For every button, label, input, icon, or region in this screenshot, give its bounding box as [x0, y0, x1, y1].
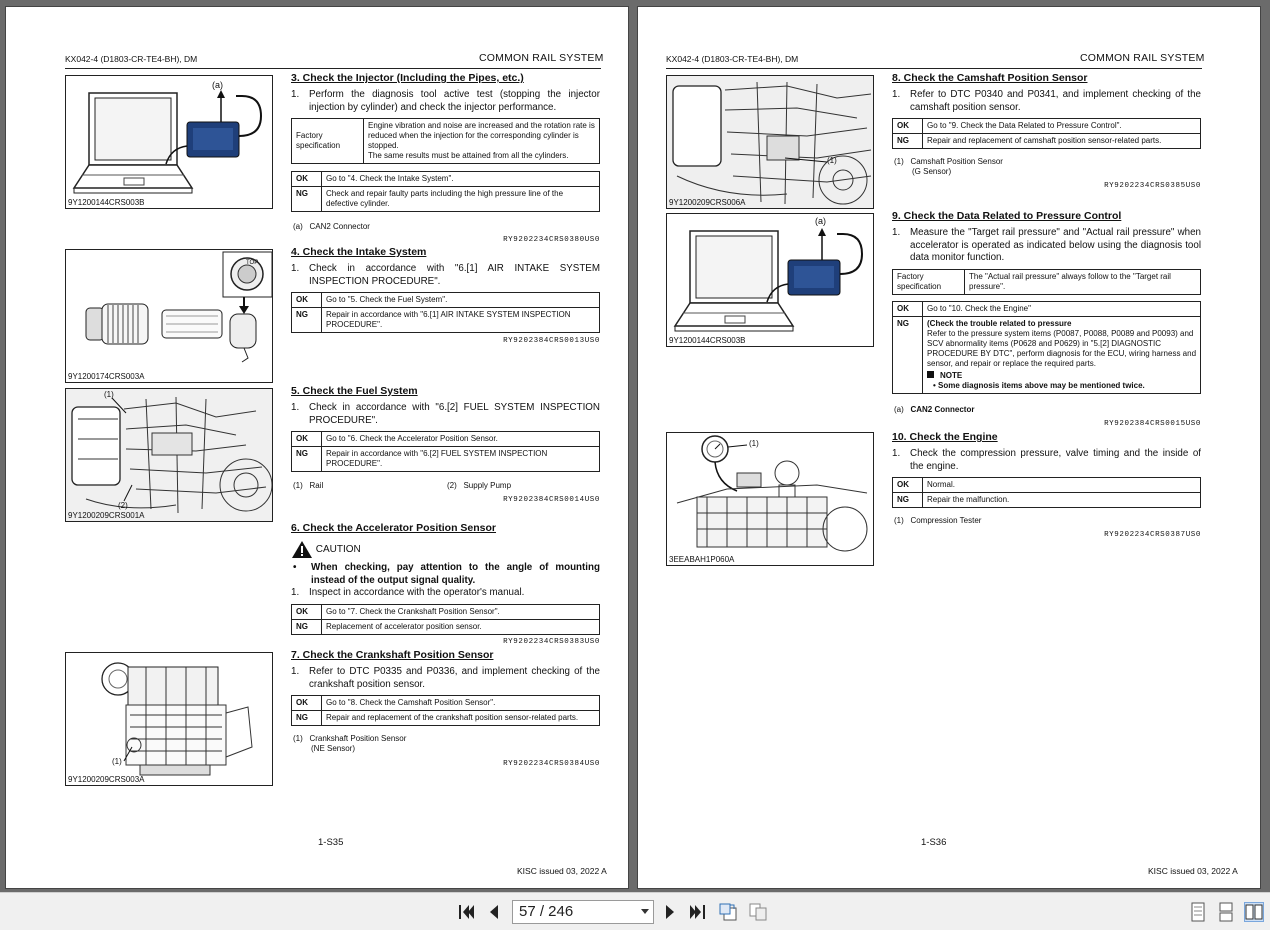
reference-code: RY9202234CRS0385US0 [1104, 182, 1201, 190]
figure-code: 3EEABAH1P060A [669, 555, 735, 564]
header-model: KX042-4 (D1803-CR-TE4-BH), DM [65, 54, 198, 64]
two-page-view-icon[interactable] [1244, 902, 1264, 922]
section-title-crankshaft: 7. Check the Crankshaft Position Sensor [291, 649, 494, 661]
figure-label-1: (1) [749, 439, 759, 448]
figure-top-label: TOP [246, 260, 259, 266]
issued-label: KISC issued 03, 2022 A [517, 866, 607, 876]
chevron-down-icon[interactable] [641, 909, 649, 914]
figure-code: 9Y1200144CRS003B [669, 336, 746, 345]
spec-table-injector [291, 118, 600, 164]
step-accelerator: 1. Inspect in accordance with the operator's manual. [291, 587, 525, 598]
header-system: COMMON RAIL SYSTEM [1080, 52, 1205, 64]
figure-label-1: (1) [104, 390, 114, 399]
step-pressure-control: 1. Measure the "Target rail pressure" and "Actual rail pressure" when accelerator is operated as indicated below using the diagnosis tool data monitor function. [892, 227, 1201, 263]
ng-detail: (Check the trouble related to pressure Refer to the pressure system items (P0087, P0088, P0089 and P0093) and SCV abnormality items (P0628 and P0629) in "5.[2] DIAGNOSTIC PROCEDURE BY DTC", perform diagnosis for the ECU, wiring harness and sensor, and repair or replace the required parts. NOTE • Some diagnosis items above may be mentioned twice. [923, 317, 1201, 394]
section-title-pressure-control: 9. Check the Data Related to Pressure Control [892, 210, 1122, 222]
legend-can2: (a) CAN2 Connector [894, 405, 975, 414]
page-number: 1-S36 [921, 837, 947, 848]
okng-table-fuel: OK Go to "6. Check the Accelerator Position Sensor. NG Repair in accordance with "6.[2] FUEL SYSTEM INSPECTION PROCEDURE". [291, 431, 600, 472]
legend-rail: (1) Rail [293, 481, 324, 490]
spec-key: Factory specification [292, 119, 364, 164]
ok-key: OK [292, 172, 322, 187]
engine-cam-drawing [667, 76, 874, 209]
ok-value: Go to "4. Check the Intake System". [322, 172, 600, 187]
page-number: 1-S35 [318, 837, 344, 848]
engine-crank-drawing [66, 653, 273, 786]
page-number-input[interactable] [512, 900, 654, 924]
figure-label-a: (a) [212, 80, 223, 90]
figure-air-filter [65, 249, 273, 383]
legend-crank-sensor: (1) Crankshaft Position Sensor (NE Sensor) [293, 734, 407, 753]
figure-label-1: (1) [827, 156, 837, 165]
header-model: KX042-4 (D1803-CR-TE4-BH), DM [666, 54, 799, 64]
ng-key: NG [292, 187, 322, 212]
okng-table-pressure: OK Go to "10. Check the Engine" NG (Check the trouble related to pressure Refer to the pressure system items (P0087, P0088, P0089 and P0093) and SCV abnormality items (P0628 and P0629) in "5.[2] DIAGNOSTIC PROCEDURE BY DTC", perform diagnosis for the ECU, wiring harness and sensor, and repair or replace the required parts. NOTE • Some diagnosis items above may be mentioned twice. [892, 301, 1201, 394]
prev-page-icon[interactable] [484, 902, 504, 922]
figure-diagnosis-tool [666, 213, 874, 347]
okng-table-accelerator: OK Go to "7. Check the Crankshaft Position Sensor". NG Replacement of accelerator position sensor. [291, 604, 600, 635]
compression-tester-drawing [667, 433, 874, 566]
engine-rail-drawing [66, 389, 273, 522]
reference-code: RY9202234CRS0387US0 [1104, 531, 1201, 539]
continuous-view-icon[interactable] [1216, 902, 1236, 922]
reference-code: RY9202384CRS0014US0 [503, 496, 600, 504]
spec-table-pressure: Factory specification The "Actual rail pressure" always follow to the "Target rail pressure". [892, 269, 1201, 295]
legend-cam-sensor: (1) Camshaft Position Sensor (G Sensor) [894, 157, 1003, 176]
viewer-toolbar [0, 892, 1270, 930]
section-title-injector: 3. Check the Injector (Including the Pipes, etc.) [291, 72, 524, 84]
note-square-icon [927, 371, 934, 378]
section-title-intake: 4. Check the Intake System [291, 246, 427, 258]
issued-label: KISC issued 03, 2022 A [1148, 866, 1238, 876]
step-fuel: 1. Check in accordance with "6.[2] FUEL SYSTEM INSPECTION PROCEDURE". [291, 402, 600, 426]
reference-code: RY9202234CRS0383US0 [503, 638, 600, 646]
caution-icon [291, 540, 313, 559]
caution-bullet: • When checking, pay attention to the angle of mounting instead of the output signal quality. [293, 562, 600, 586]
header-rule [65, 68, 601, 69]
figure-engine-rail [65, 388, 273, 522]
figure-code: 9Y1200209CRS001A [68, 511, 145, 520]
figure-code: 9Y1200144CRS003B [68, 198, 145, 207]
legend-note: (a) CAN2 Connector [293, 222, 370, 231]
laptop-tool-drawing [667, 214, 874, 347]
legend-supply-pump: (2) Supply Pump [447, 481, 512, 490]
section-title-accelerator: 6. Check the Accelerator Position Sensor [291, 522, 497, 534]
figure-diagnosis-tool [65, 75, 273, 209]
figure-label-2: (2) [118, 501, 128, 510]
reference-code: RY9202234CRS0384US0 [503, 760, 600, 768]
okng-table-intake: OK Go to "5. Check the Fuel System". NG Repair in accordance with "6.[1] AIR INTAKE SYSTEM INSPECTION PROCEDURE". [291, 292, 600, 333]
legend-compression-tester: (1) Compression Tester [894, 516, 982, 525]
step-engine: 1. Check the compression pressure, valve timing and the inside of the engine. [892, 448, 1201, 472]
figure-compression-tester [666, 432, 874, 566]
figure-code: 9Y1200174CRS003A [68, 372, 145, 381]
okng-table-engine: OK Normal. NG Repair the malfunction. [892, 477, 1201, 508]
section-title-fuel: 5. Check the Fuel System [291, 385, 418, 397]
spec-value: Engine vibration and noise are increased and the rotation rate is reduced when the injection for the corresponding cylinder is stopped. The same results must be attained from all the cylinders. [364, 119, 600, 164]
page-right [637, 6, 1261, 889]
step-injector [291, 89, 600, 114]
laptop-tool-drawing [66, 76, 273, 209]
reference-code: RY9202384CRS0015US0 [1104, 420, 1201, 428]
okng-table-camshaft: OK Go to "9. Check the Data Related to Pressure Control". NG Repair and replacement of camshaft position sensor-related parts. [892, 118, 1201, 149]
page-left [5, 6, 629, 889]
caution-label: CAUTION [291, 540, 361, 559]
step-intake: 1. Check in accordance with "6.[1] AIR INTAKE SYSTEM INSPECTION PROCEDURE". [291, 263, 600, 287]
step-crankshaft: 1. Refer to DTC P0335 and P0336, and implement checking of the crankshaft position sensor. [291, 666, 600, 690]
section-title-engine: 10. Check the Engine [892, 431, 998, 443]
first-page-icon[interactable] [456, 902, 476, 922]
reference-code: RY9202384CRS0013US0 [503, 337, 600, 345]
figure-code: 9Y1200209CRS003A [68, 775, 145, 784]
header-rule [666, 68, 1202, 69]
figure-label-1: (1) [112, 757, 122, 766]
okng-table-injector [291, 171, 600, 212]
single-page-view-icon[interactable] [1188, 902, 1208, 922]
step-number: 1. [291, 89, 300, 100]
last-page-icon[interactable] [688, 902, 708, 922]
ng-value: Check and repair faulty parts including the high pressure line of the defective cylinder. [322, 187, 600, 212]
reference-code: RY9202234CRS0380US0 [503, 236, 600, 244]
step-camshaft: 1. Refer to DTC P0340 and P0341, and implement checking of the camshaft position sensor. [892, 89, 1201, 113]
okng-table-crankshaft: OK Go to "8. Check the Camshaft Position Sensor". NG Repair and replacement of the crankshaft position sensor-related parts. [291, 695, 600, 726]
figure-code: 9Y1200209CRS006A [669, 198, 746, 207]
rotate-icon[interactable] [718, 902, 738, 922]
step-text: Perform the diagnosis tool active test (stopping the injector injection by cylinder) and check the injector performance. [309, 89, 600, 113]
header-system: COMMON RAIL SYSTEM [479, 52, 604, 64]
fit-page-icon[interactable] [748, 902, 768, 922]
figure-camshaft-sensor [666, 75, 874, 209]
note-block: NOTE [927, 371, 1196, 381]
figure-label-a: (a) [815, 216, 826, 226]
figure-crankshaft-sensor [65, 652, 273, 786]
page-indicator: 57 / 246 [519, 903, 574, 920]
next-page-icon[interactable] [660, 902, 680, 922]
air-filter-drawing [66, 250, 273, 383]
section-title-camshaft: 8. Check the Camshaft Position Sensor [892, 72, 1088, 84]
